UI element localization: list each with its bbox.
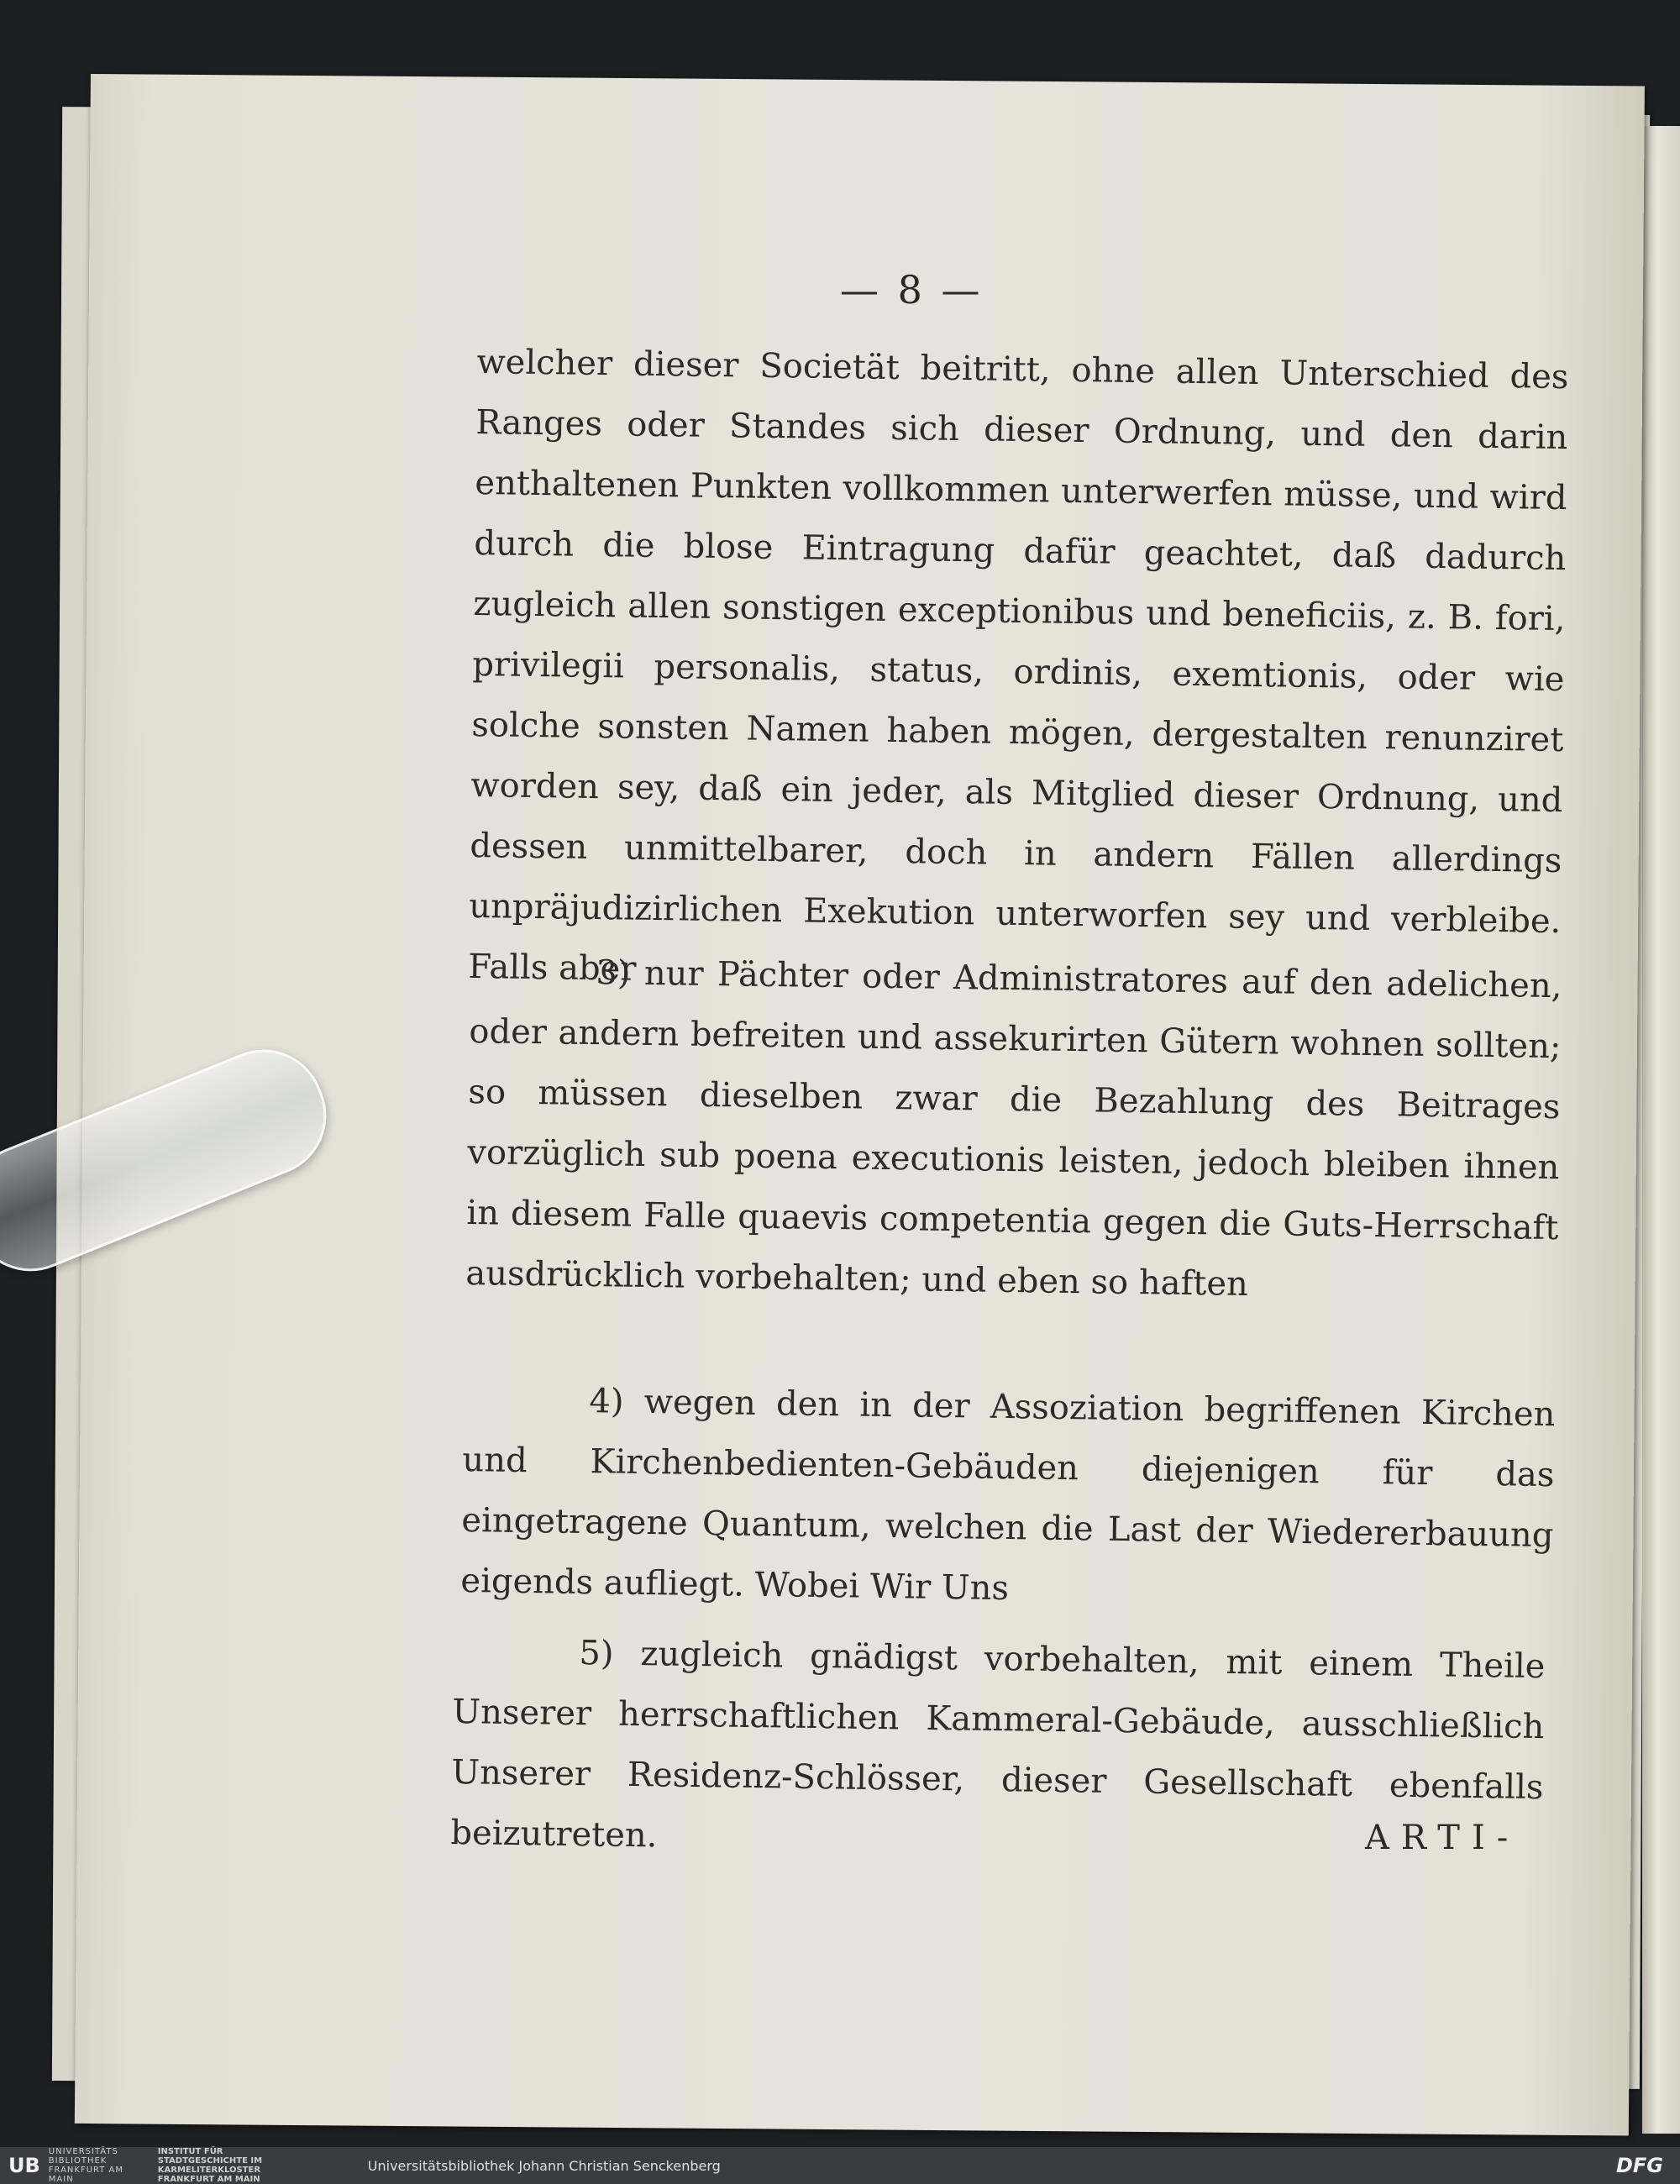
ub-logo[interactable]: UB — [8, 2154, 40, 2177]
dfg-logo[interactable]: DFG — [1615, 2154, 1663, 2177]
page-number: — 8 — — [840, 267, 984, 312]
ub-logo-subtitle: UNIVERSITÄTS BIBLIOTHEK FRANKFURT AM MAIN — [48, 2147, 124, 2184]
paragraph-item-5: 5) zugleich gnädigst vorbehalten, mit einem Theile Unserer herrschaftlichen Kammeral-Gebäude, ausschließlich Unserer Residenz-Schlösser, dieser Gesellschaft ebenfalls beizutreten. — [450, 1634, 1546, 1856]
footer-bar — [0, 2147, 1680, 2184]
catchword: ARTI- — [1365, 1819, 1520, 1857]
paragraph-item-3: 3) nur Pächter oder Administratores auf den adelichen, oder andern befreiten und assekurirten Gütern wohnen sollten; so müssen dieselben zwar die Bezahlung des Beitrages vorzüglich sub poena executionis leisten, jedoch bleiben ihnen in diesem Falle quaevis competentia gegen die Guts-Herrschaft ausdrücklich vorbehalten; und eben so haften — [465, 953, 1562, 1304]
paragraph-item-4: 4) wegen den in der Assoziation begriffenen Kirchen und Kirchenbedienten-Gebäuden diejenigen für das eingetragene Quantum, welchen die Last der Wiedererbauung eigends aufliegt. Wobei Wir Uns — [460, 1382, 1556, 1609]
isg-logo[interactable]: INSTITUT FÜR STADTGESCHICHTE IM KARMELITERKLOSTER FRANKFURT AM MAIN — [157, 2147, 263, 2184]
paragraph-continuation: welcher dieser Societät beitritt, ohne allen Unterschied des Ranges oder Standes sich dieser Ordnung, und den darin enthaltenen Punkten vollkommen unterwerfen müsse, und wird durch die blose Eintragung dafür geachtet, daß dadurch zugleich allen sonstigen exceptionibus und beneficiis, z. B. fori, privilegii personalis, status, ordinis, exemtionis, oder wie solche sonsten Namen haben mögen, dergestalten renunziret worden sey, daß ein jeder, als Mitglied dieser Ordnung, und dessen unmittelbarer, doch in andern Fällen allerdings unpräjudizirlichen Exekution unterworfen sey und verbleibe. Falls aber — [468, 342, 1569, 989]
library-name: Universitätsbibliothek Johann Christian Senckenberg — [367, 2157, 721, 2174]
next-page-edge — [1642, 126, 1680, 2134]
